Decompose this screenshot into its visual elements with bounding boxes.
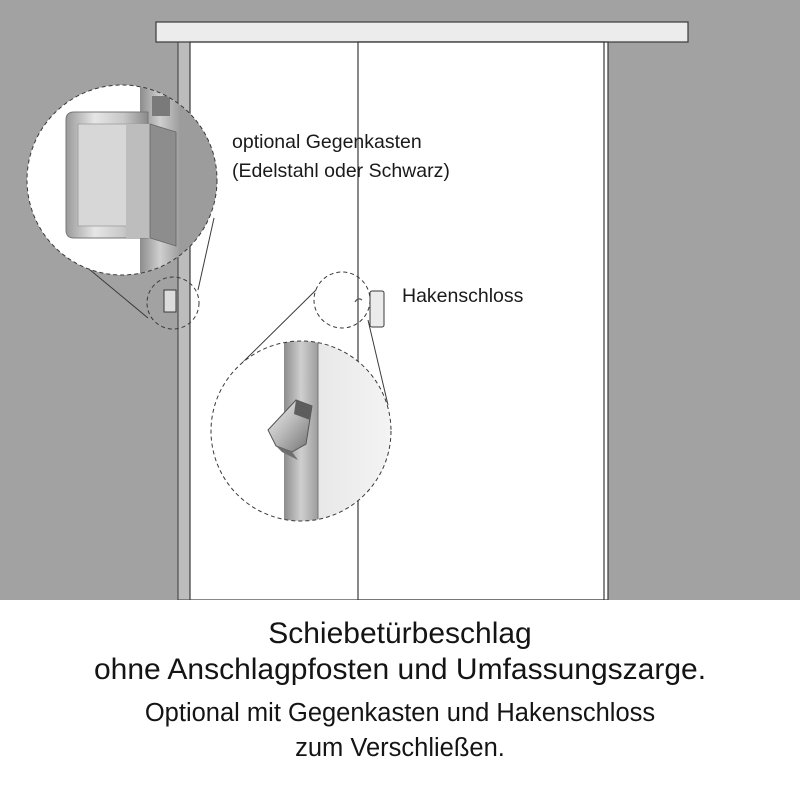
door-leaf: [358, 42, 604, 600]
caption-subtitle-line2: zum Verschließen.: [295, 734, 505, 762]
gegenkasten-label-line1: optional Gegenkasten: [232, 131, 422, 153]
caption-title-line2: ohne Anschlagpfosten und Umfassungszarge.: [93, 653, 707, 686]
caption-title-line1: Schiebetürbeschlag: [268, 617, 532, 650]
hakenschloss-label: Hakenschloss: [402, 285, 524, 307]
gegenkasten-label: [232, 128, 450, 186]
hakenschloss-small: [370, 291, 384, 327]
top-rail: [156, 22, 688, 42]
caption: [0, 616, 800, 766]
caption-subtitle-line1: Optional mit Gegenkasten und Hakenschloss: [144, 699, 656, 727]
gegenkasten-small: [164, 290, 176, 312]
gegenkasten-label-line2: (Edelstahl oder Schwarz): [232, 160, 450, 182]
